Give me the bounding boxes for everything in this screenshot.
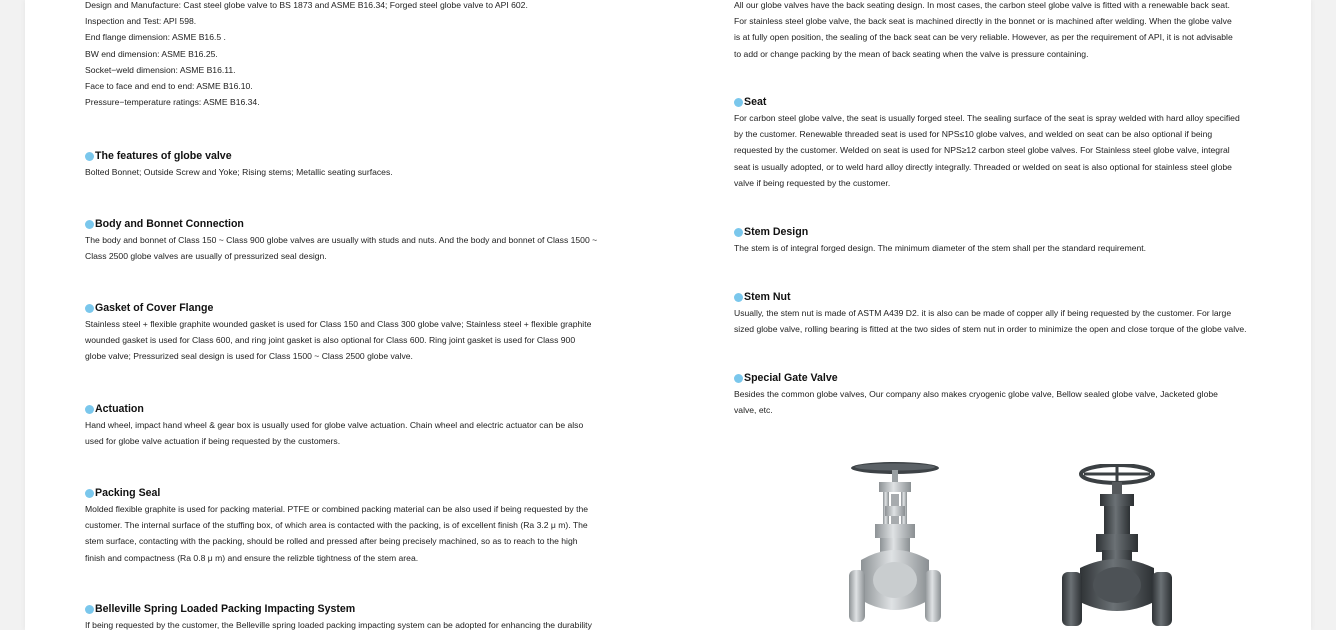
bullet-icon (85, 405, 94, 414)
section-line: stem surface, contacting with the packing, should be rolled and pressed after being precisely machined, so as to reach to the high (85, 536, 578, 547)
section-heading (734, 289, 1264, 305)
packing-section (85, 485, 615, 566)
section-heading-text: Stem Design (744, 226, 809, 238)
section-line: Besides the common globe valves, Our company also makes cryogenic globe valve, Bellow sealed globe valve, Jacketed globe (734, 389, 1218, 399)
bullet-icon (734, 98, 743, 107)
section-heading (734, 94, 1264, 110)
section-heading-text: Stem Nut (744, 291, 791, 303)
document-page (25, 0, 1311, 630)
standard-line: Socket−weld dimension: ASME B16.11. (85, 64, 236, 75)
section-heading (734, 224, 1264, 240)
standard-line: Design and Manufacture: Cast steel globe valve to BS 1873 and ASME B16.34; Forged steel globe valve to API 602. (85, 0, 528, 10)
body-bonnet-section (85, 216, 615, 264)
section-heading-text: Body and Bonnet Connection (95, 218, 244, 230)
standard-line: End flange dimension: ASME B16.5 . (85, 32, 226, 43)
section-heading (85, 148, 615, 164)
section-heading-text: Seat (744, 96, 767, 108)
section-line: valve, etc. (734, 405, 773, 416)
section-line: to add or change packing by the mean of back seating when the valve is pressure containing. (734, 48, 1089, 59)
bullet-icon (734, 293, 743, 302)
bullet-icon (85, 489, 94, 498)
stem-design-section (734, 224, 1264, 256)
section-line: For stainless steel globe valve, the back seat is machined directly in the bonnet or is machined after welding. When the globe valve (734, 16, 1232, 27)
section-line: If being requested by the customer, the Belleville spring loaded packing impacting system can be adopted for enhancing the durability (85, 620, 592, 630)
bullet-icon (85, 605, 94, 614)
belleville-section (85, 601, 615, 630)
section-line: Stainless steel + flexible graphite wounded gasket is used for Class 150 and Class 300 globe valve; Stainless steel + flexible graphite (85, 319, 592, 329)
section-line: All our globe valves have the back seating design. In most cases, the carbon steel globe valve is fitted with a renewable back seat. (734, 0, 1230, 10)
section-line: The body and bonnet of Class 150 ~ Class 900 globe valves are usually with studs and nuts. And the body and bonnet of Class 1500 ~ (85, 235, 598, 245)
gasket-section (85, 300, 615, 365)
features-section (85, 148, 615, 180)
section-line: is at fully open position, the sealing of the back seat can be very reliable. However, as per the requirement of API, it is not advisable (734, 32, 1233, 43)
stainless-globe-valve-image (847, 460, 942, 625)
bullet-icon (85, 152, 94, 161)
forged-globe-valve-image (1062, 464, 1172, 626)
section-line: by the customer. Renewable threaded seat is used for NPS≤10 globe valves, and welded on seat can be also optional if being (734, 129, 1213, 140)
section-line: sized globe valve, rolling bearing is fitted at the two sides of stem nut in order to minimize the open and close torque of the globe valve. (734, 324, 1247, 335)
section-line: The stem is of integral forged design. The minimum diameter of the stem shall per the standard requirement. (734, 243, 1147, 253)
bullet-icon (85, 220, 94, 229)
section-heading-text: Special Gate Valve (744, 372, 838, 384)
section-heading-text: Belleville Spring Loaded Packing Impacting System (95, 603, 356, 615)
section-heading-text: Packing Seal (95, 487, 161, 499)
section-heading (85, 216, 615, 232)
bullet-icon (734, 228, 743, 237)
section-heading-text: The features of globe valve (95, 150, 232, 162)
section-line: Hand wheel, impact hand wheel & gear box is usually used for globe valve actuation. Chain wheel and electric actuator can be also (85, 420, 584, 430)
section-line: customer. The internal surface of the stuffing box, of which area is contacted with the packing, is of excellent finish (Ra 3.2 μ m). The (85, 520, 588, 531)
section-line: For carbon steel globe valve, the seat is usually forged steel. The sealing surface of the seat is spray welded with hard alloy specified (734, 113, 1240, 123)
section-line: globe valve; Pressurized seal design is used for Class 1500 ~ Class 2500 globe valve. (85, 351, 413, 362)
section-heading (85, 485, 615, 501)
standard-line: Inspection and Test: API 598. (85, 16, 197, 27)
section-line: valve if being requested by the customer. (734, 177, 891, 188)
special-valve-section (734, 370, 1264, 418)
section-heading (85, 300, 615, 316)
section-line: finish and compactness (Ra 0.8 μ m) and ensure the relizble tightness of the stem area. (85, 552, 419, 563)
bullet-icon (85, 304, 94, 313)
section-heading-text: Gasket of Cover Flange (95, 302, 214, 314)
section-line: seat is usually adopted, or to weld hard alloy directly integrally. Threaded or welded on seat is also optional for stainless steel globe (734, 161, 1232, 172)
standards-list (85, 0, 615, 110)
backseat-section (734, 0, 1264, 62)
standard-line: Face to face and end to end: ASME B16.10. (85, 81, 253, 92)
bullet-icon (734, 374, 743, 383)
section-line: wounded gasket is used for Class 600, and ring joint gasket is also optional for Class 600. Ring joint gasket is used for Class 900 (85, 335, 576, 346)
section-heading (734, 370, 1264, 386)
section-text: Bolted Bonnet; Outside Screw and Yoke; Rising stems; Metallic seating surfaces. (85, 167, 393, 177)
section-heading (85, 601, 615, 617)
section-heading (85, 401, 615, 417)
section-line: requested by the customer. Welded on seat is used for NPS≥12 carbon steel globe valves. For Stainless steel globe valve, integral (734, 145, 1230, 156)
stem-nut-section (734, 289, 1264, 337)
section-line: Molded flexible graphite is used for packing material. PTFE or combined packing material can be also used if being requested by the (85, 504, 589, 514)
section-line: Usually, the stem nut is made of ASTM A439 D2. it is also can be made of copper ally if being requested by the customer. For large (734, 308, 1232, 318)
seat-section (734, 94, 1264, 191)
actuation-section (85, 401, 615, 449)
section-line: Class 2500 globe valves are usually of pressurized seal design. (85, 251, 327, 262)
section-line: used for globe valve actuation if being requested by the customers. (85, 436, 341, 447)
standard-line: Pressure−temperature ratings: ASME B16.34. (85, 97, 260, 108)
standard-line: BW end dimension: ASME B16.25. (85, 48, 218, 59)
section-heading-text: Actuation (95, 403, 144, 415)
